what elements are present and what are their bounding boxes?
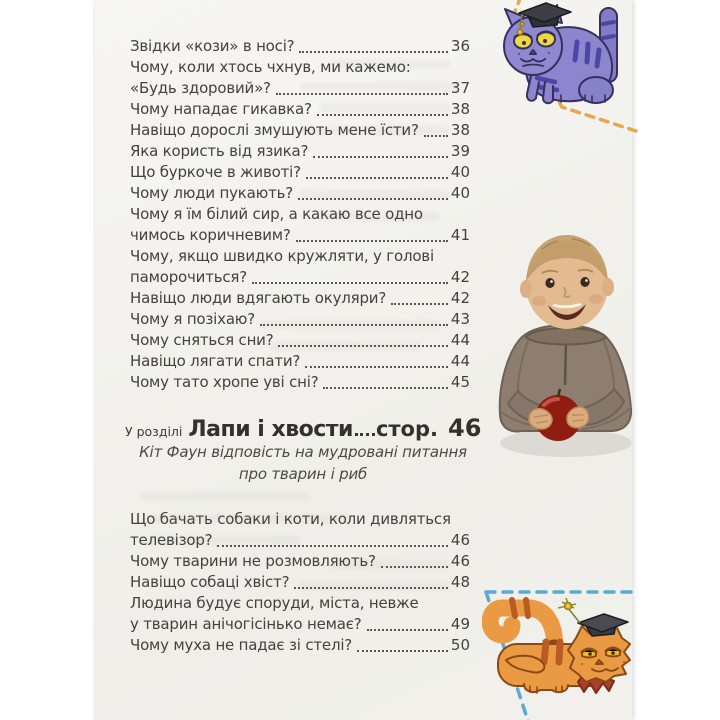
toc-entry-text: телевізор? xyxy=(130,531,213,549)
toc-entry-text: Навіщо собаці хвіст? xyxy=(130,573,290,591)
page-number: 38 xyxy=(450,100,470,118)
page-number: 50 xyxy=(450,636,470,654)
toc-entry-text: Чому сняться сни? xyxy=(130,331,274,349)
toc-entry-text: Звідки «кози» в носі? xyxy=(130,37,295,55)
toc-entry-text: Чому тато хропе уві сні? xyxy=(130,373,319,391)
purple-cat-graduate-illustration xyxy=(493,2,626,108)
section-subtitle-line: про тварин і риб xyxy=(238,464,368,483)
page-number: 45 xyxy=(450,373,470,391)
toc-entry-text: паморочиться? xyxy=(130,268,248,286)
baby-with-apple-photo xyxy=(492,225,640,463)
toc-entry-text: Що бачать собаки і коти, коли дивляться xyxy=(130,510,451,528)
page-number: 46 xyxy=(450,552,470,570)
toc-entry-text: Чому я позіхаю? xyxy=(130,310,255,328)
toc-entry-text: Людина будує споруди, міста, невже xyxy=(130,594,419,612)
page-number: 46 xyxy=(450,531,470,549)
section-title: Лапи і хвости xyxy=(188,417,353,442)
section-prefix: У розділі xyxy=(125,424,183,439)
toc-entry-text: Навіщо люди вдягають окуляри? xyxy=(130,289,387,307)
toc-entry-text: Чому я їм білий сир, а какаю все одно xyxy=(130,205,423,223)
page-number: 43 xyxy=(450,310,470,328)
page-number: 49 xyxy=(450,615,470,633)
page-number: 37 xyxy=(450,79,470,97)
toc-entry-text: Чому тварини не розмовляють? xyxy=(130,552,376,570)
section-subtitle-line: Кіт Фаун відповість на мудровані питання xyxy=(139,443,467,461)
toc-entry-text: Яка користь від язика? xyxy=(130,142,309,160)
toc-entry-text: Чому муха не падає зі стелі? xyxy=(130,636,353,654)
page-number: 36 xyxy=(450,37,470,55)
page-number: 44 xyxy=(450,331,470,349)
toc-entry-text: Навіщо лягати спати? xyxy=(130,352,301,370)
toc-entry-text: Чому люди пукають? xyxy=(130,184,294,202)
orange-cat-graduate-illustration xyxy=(482,596,640,716)
toc-entry-text: Чому, якщо швидко кружляти, у голові xyxy=(130,247,434,265)
section-page-number: 46 xyxy=(448,414,482,442)
page-number: 40 xyxy=(450,163,470,181)
page-number: 38 xyxy=(450,121,470,139)
toc-entry-text: у тварин анічогісінько немає? xyxy=(130,615,362,633)
page-number: 39 xyxy=(450,142,470,160)
toc-entry-text: «Будь здоровий»? xyxy=(130,79,271,97)
toc-entry-text: Чому, коли хтось чхнув, ми кажемо: xyxy=(130,58,411,76)
toc-entry-text: Навіщо дорослі змушують мене їсти? xyxy=(130,121,419,139)
toc-entry-text: чимось коричневим? xyxy=(130,226,291,244)
page-number: 42 xyxy=(450,289,470,307)
toc-entry-text: Чому нападає гикавка? xyxy=(130,100,312,118)
toc-entry-text: Що буркоче в животі? xyxy=(130,163,301,181)
page-number: 44 xyxy=(450,352,470,370)
page-number: 48 xyxy=(450,573,470,591)
page-number: 41 xyxy=(450,226,470,244)
section-page-word: стор. xyxy=(375,417,438,441)
page-number: 40 xyxy=(450,184,470,202)
page-number: 42 xyxy=(450,268,470,286)
